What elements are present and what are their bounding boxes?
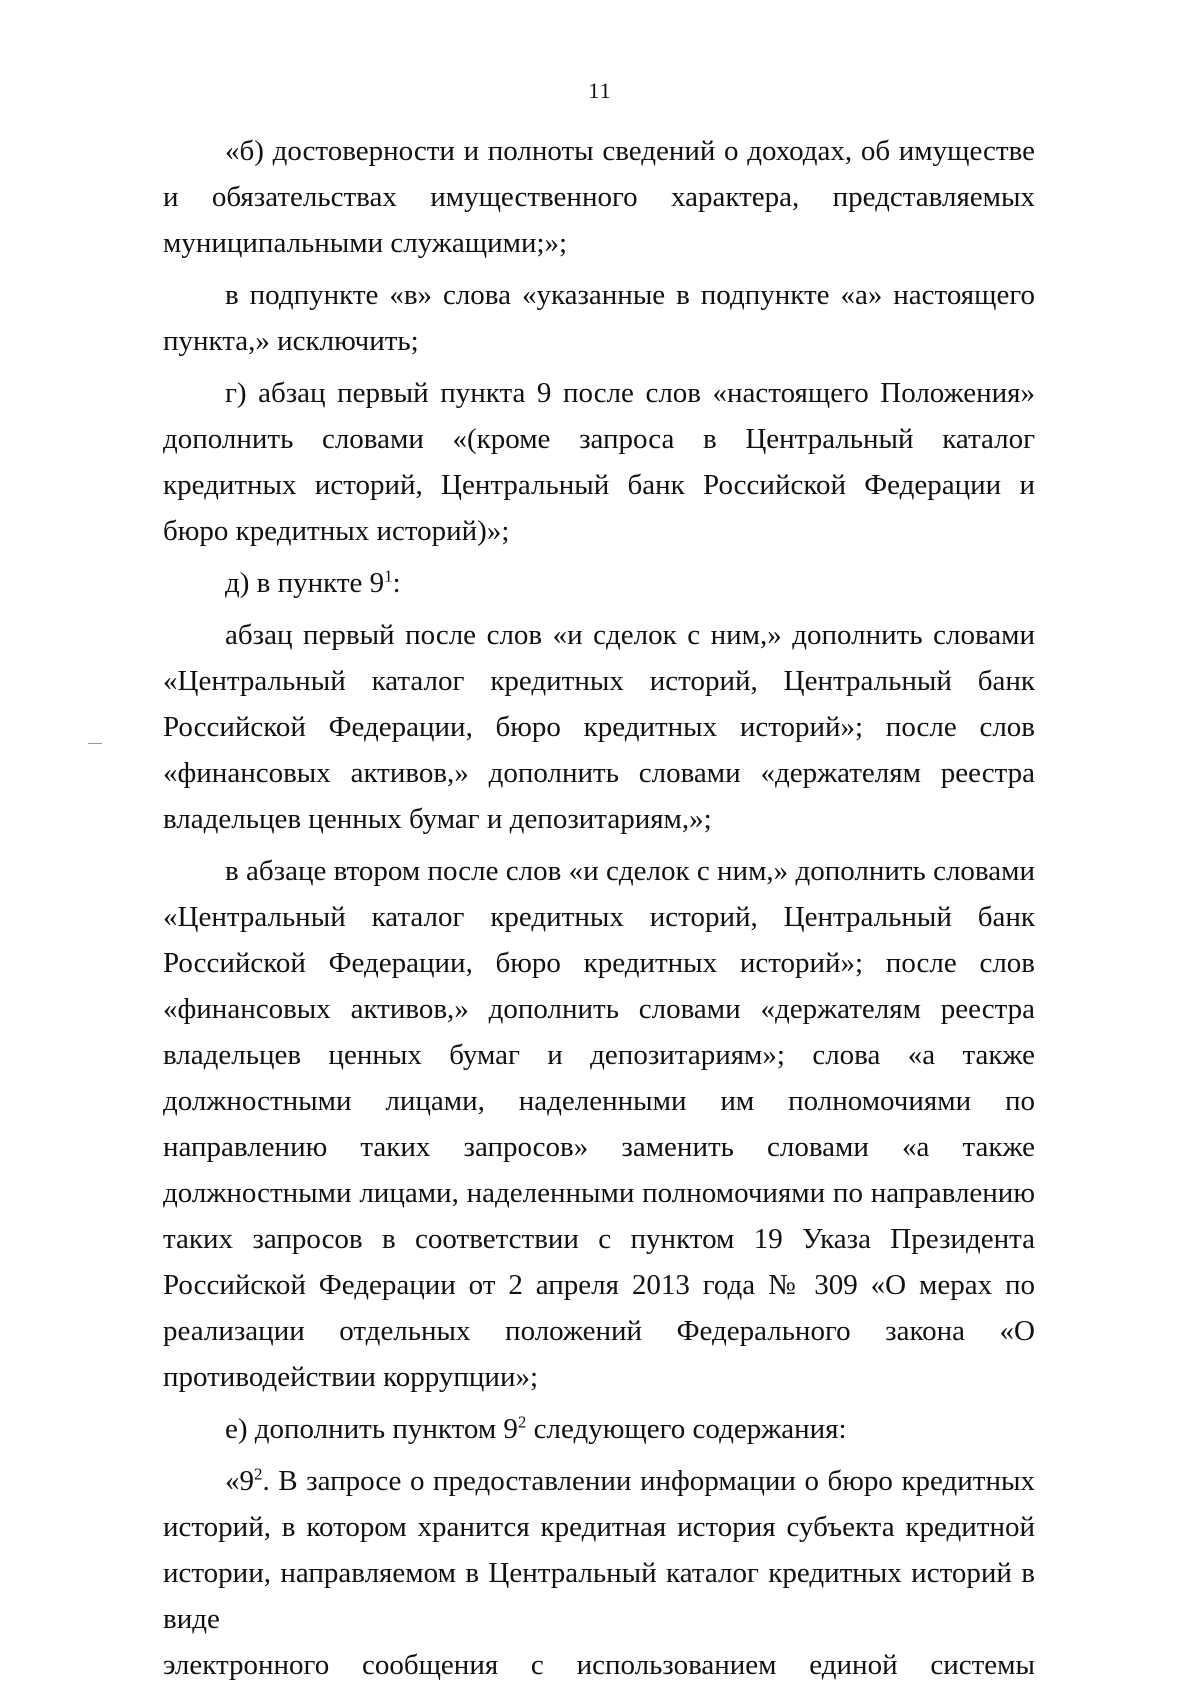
document-body xyxy=(163,128,1035,1688)
paragraph-d-heading xyxy=(163,560,1035,606)
paragraph-9-2 xyxy=(163,1458,1035,1688)
paragraph-b-line-1: «б) достоверности и полноты сведений о доходах, об имуществе xyxy=(225,135,1035,167)
paragraph-e-suffix: следующего содержания: xyxy=(526,1413,847,1445)
paragraph-9-2-body: . В запросе о предоставлении информации о бюро кредитных историй, в котором хранится кредитная история субъекта кредитной истории, направляемом в Центральный каталог кредитных историй в виде xyxy=(163,1465,1035,1635)
paragraph-d-colon: : xyxy=(392,567,401,599)
paragraph-d-superscript: 1 xyxy=(384,566,393,586)
paragraph-e-text: е) дополнить пунктом 9 xyxy=(225,1413,518,1445)
paragraph-b-line-3: муниципальными служащими;»; xyxy=(163,227,568,259)
paragraph-e-superscript: 2 xyxy=(517,1412,527,1432)
page-number: 11 xyxy=(588,78,612,103)
margin-mark xyxy=(88,743,102,744)
paragraph-second-abzac: в абзаце втором после слов «и сделок с ним,» дополнить словами «Центральный каталог кредитных историй, Центральный банк Российской Федерации, бюро кредитных историй»; после слов «финансовых активов,» дополнить словами «держателям реестра владельцев ценных бумаг и депозитариям»; слова «а также должностными лицами, наделенными им полномочиями по направлению таких запросов» заменить словами «а также должностными лицами, наделенными полномочиями по направлению таких запросов в соответствии с пунктом 19 Указа Президента Российской Федерации от 2 апреля 2013 года № 309 «О мерах по реализации отдельных положений Федерального закона «О противодействии коррупции»; xyxy=(163,855,1035,1393)
paragraph-d-text: д) в пункте 9 xyxy=(225,567,385,599)
paragraph-b-amendment xyxy=(163,128,1035,266)
paragraph-9-2-superscript: 2 xyxy=(254,1464,263,1484)
paragraph-first-abzac: абзац первый после слов «и сделок с ним,» дополнить словами «Центральный каталог кредитных историй, Центральный банк Российской Федерации, бюро кредитных историй»; после слов «финансовых активов,» дополнить словами «держателям реестра владельцев ценных бумаг и депозитариям,»; xyxy=(163,619,1035,835)
paragraph-e-heading xyxy=(163,1406,1035,1452)
paragraph-b-line-2: и обязательствах имущественного характера, представляемых xyxy=(163,181,1035,213)
paragraph-g: г) абзац первый пункта 9 после слов «настоящего Положения» дополнить словами «(кроме запроса в Центральный каталог кредитных историй, Центральный банк Российской Федерации и бюро кредитных историй)»; xyxy=(163,377,1035,547)
paragraph-9-2-number: «9 xyxy=(225,1465,254,1497)
paragraph-9-2-last-line: электронного сообщения с использованием единой системы xyxy=(163,1649,1035,1681)
paragraph-subpoint-v: в подпункте «в» слова «указанные в подпункте «а» настоящего пункта,» исключить; xyxy=(163,279,1035,357)
